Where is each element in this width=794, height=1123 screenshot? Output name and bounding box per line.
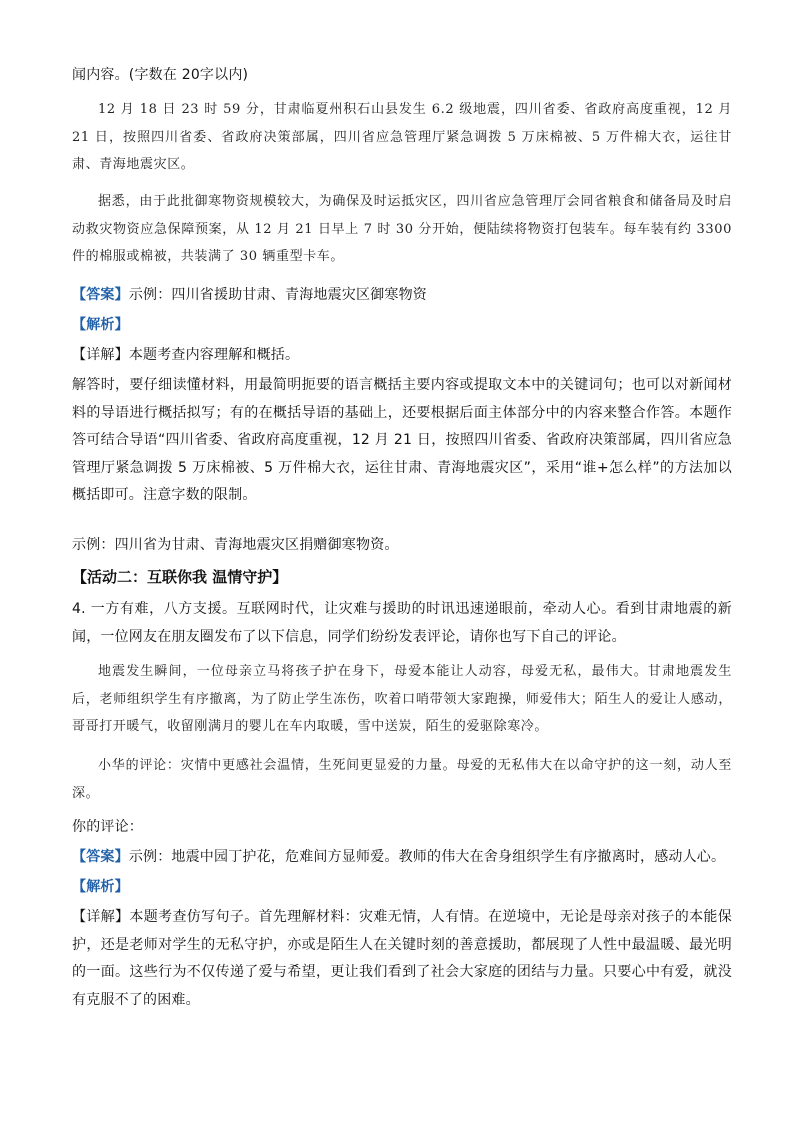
analysis-tag: 【解析】: [72, 879, 129, 895]
activity-two-heading: 【活动二：互联你我 温情守护】: [72, 568, 288, 586]
news-material-paragraph-2: 据悉，由于此批御寒物资规模较大，为确保及时运抵灾区，四川省应急管理厅会同省粮食和储备局及时启动救灾物资应急保障预案，从 12 月 21 日早上 7 时 30 分开始，便陆续将物资打包装车。每车装有约 3300 件的棉服或棉被，共装满了 30 辆重型卡车。: [72, 194, 732, 264]
analysis-line-q4: [72, 874, 732, 902]
your-comment-label: 你的评论：: [72, 819, 143, 835]
answer-text: 示例：地震中园丁护花，危难间方显师爱。教师的伟大在舍身组织学生有序撤离时，感动人心。: [128, 849, 726, 865]
detail-text: 本题考查内容理解和概括。: [128, 347, 300, 363]
explanation-paragraph-q3: 解答时，要仔细读懂材料，用最简明扼要的语言概括主要内容或提取文本中的关键词句；也可以对新闻材料的导语进行概括拟写；有的在概括导语的基础上，还要根据后面主体部分中的内容来整合作答。本题作答可结合导语“四川省委、省政府高度重视，12 月 21 日，按照四川省委、省政府决策部属，四川省应急管理厅紧急调拨 5 万床棉被、5 万件棉大衣，运往甘肃、青海地震灾区”，采用“谁+怎么样”的方法加以概括即可。注意字数的限制。: [72, 377, 732, 503]
answer-line-q4: [72, 844, 732, 872]
analysis-tag: 【解析】: [72, 317, 129, 333]
example-line-q3: 示例：四川省为甘肃、青海地震灾区捐赠御寒物资。: [72, 537, 399, 553]
detail-paragraph-q4: [72, 904, 732, 1014]
xiaohua-comment: 小华的评论：灾情中更感社会温情，生死间更显爱的力量。母爱的无私伟大在以命守护的这一刻，动人至深。: [72, 758, 732, 801]
answer-text: 示例：四川省援助甘肃、青海地震灾区御寒物资: [128, 287, 428, 303]
detail-tag: 【详解】: [72, 909, 130, 925]
news-material-paragraph-1: 12 月 18 日 23 时 59 分，甘肃临夏州积石山县发生 6.2 级地震，四川省委、省政府高度重视，12 月 21 日，按照四川省委、省政府决策部属，四川省应急管理厅紧急调拨 5 万床棉被、5 万件棉大衣，运往甘肃、青海地震灾区。: [72, 102, 732, 172]
detail-line-q3: [72, 342, 732, 370]
detail-tag: 【详解】: [72, 347, 129, 363]
question-4-prompt: 4. 一方有难，八方支援。互联网时代，让灾难与援助的时讯迅速递眼前，牵动人心。看到甘肃地震的新闻，一位网友在朋友圈发布了以下信息，同学们纷纷发表评论，请你也写下自己的评论。: [72, 601, 732, 645]
answer-tag: 【答案】: [72, 287, 129, 303]
answer-line-q3: [72, 282, 732, 310]
answer-tag: 【答案】: [72, 849, 129, 865]
netizen-post: 地震发生瞬间，一位母亲立马将孩子护在身下，母爱本能让人动容，母爱无私，最伟大。甘肃地震发生后，老师组织学生有序撤离，为了防止学生冻伤，吹着口哨带领大家跑操，师爱伟大；陌生人的爱让人感动，哥哥打开暖气，收留刚满月的婴儿在车内取暖，雪中送炭，陌生的爱驱除寒冷。: [72, 664, 732, 734]
analysis-line-q3: [72, 312, 732, 340]
detail-text: 本题考查仿写句子。首先理解材料：灾难无情，人有情。在逆境中，无论是母亲对孩子的本能保护，还是老师对学生的无私守护，亦或是陌生人在关键时刻的善意援助，都展现了人性中最温暖、最光明的一面。这些行为不仅传递了爱与希望，更让我们看到了社会大家庭的团结与力量。只要心中有爱，就没有克服不了的困难。: [72, 909, 732, 1008]
question-tail-line: 闻内容。(字数在 20字以内): [72, 67, 249, 83]
